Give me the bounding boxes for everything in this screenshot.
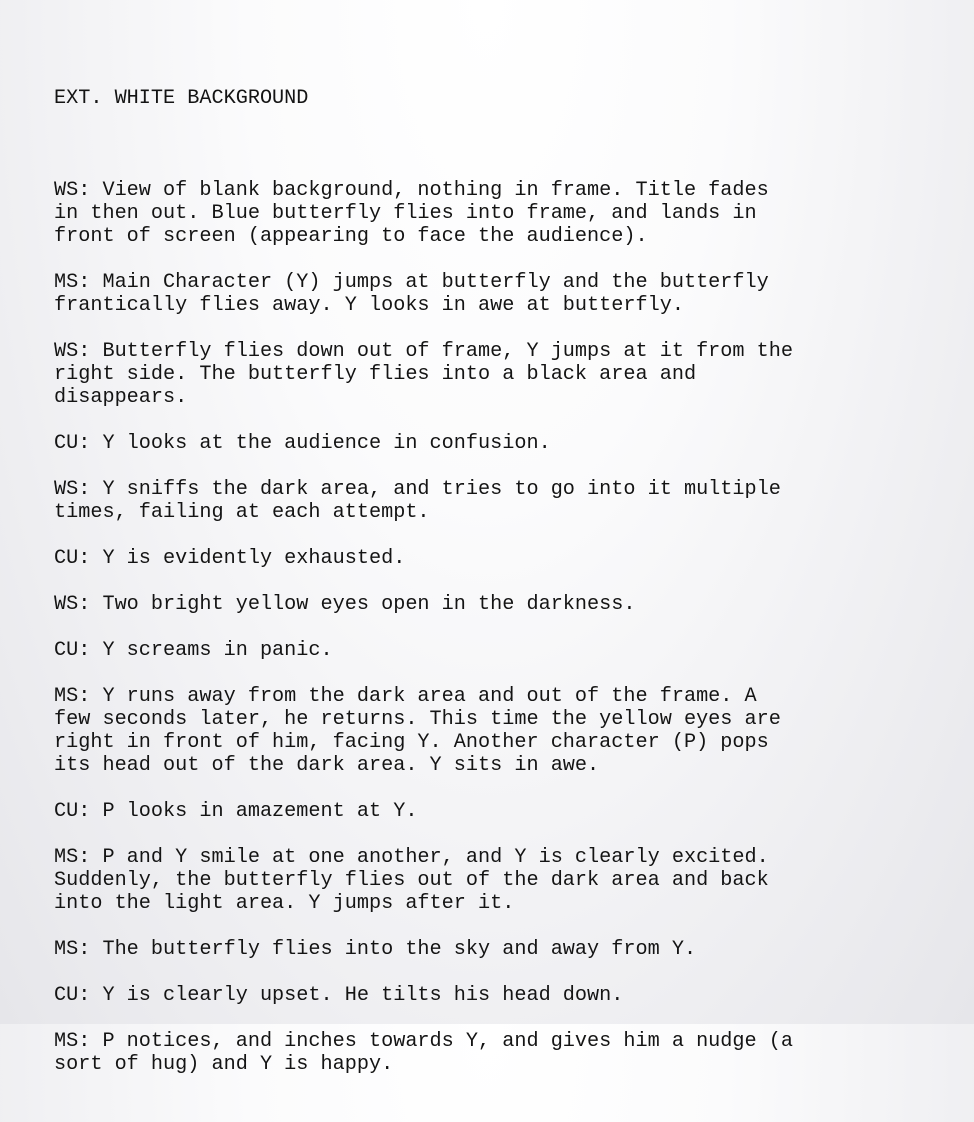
shot-line: MS: P and Y smile at one another, and Y is clearly excited. xyxy=(54,846,769,869)
shot-line: in then out. Blue butterfly flies into frame, and lands in xyxy=(54,202,757,225)
shot-line: CU: Y is clearly upset. He tilts his head down. xyxy=(54,984,624,1007)
shot-line: MS: Y runs away from the dark area and out of the frame. A xyxy=(54,685,757,708)
shot-paragraph xyxy=(54,179,954,248)
shot-paragraph xyxy=(54,593,954,616)
shot-line: WS: View of blank background, nothing in frame. Title fades xyxy=(54,179,769,202)
shot-line: disappears. xyxy=(54,386,188,409)
shot-line: CU: Y looks at the audience in confusion. xyxy=(54,432,551,455)
shot-line: sort of hug) and Y is happy. xyxy=(54,1053,394,1076)
shot-line: right side. The butterfly flies into a black area and xyxy=(54,363,697,386)
shot-paragraph xyxy=(54,478,954,524)
shot-line: MS: Main Character (Y) jumps at butterfly and the butterfly xyxy=(54,271,769,294)
shot-paragraph xyxy=(54,846,954,915)
shot-paragraph xyxy=(54,340,954,409)
shot-paragraph xyxy=(54,639,954,662)
shot-line: MS: The butterfly flies into the sky and away from Y. xyxy=(54,938,697,961)
shot-paragraph xyxy=(54,938,954,961)
shot-line: WS: Two bright yellow eyes open in the darkness. xyxy=(54,593,636,616)
shot-line: times, failing at each attempt. xyxy=(54,501,430,524)
shot-line: its head out of the dark area. Y sits in awe. xyxy=(54,754,600,777)
shot-line: CU: Y screams in panic. xyxy=(54,639,333,662)
shot-line: WS: Y sniffs the dark area, and tries to go into it multiple xyxy=(54,478,781,501)
shot-list xyxy=(54,179,954,1076)
script-page xyxy=(54,41,954,1122)
shot-line: right in front of him, facing Y. Another character (P) pops xyxy=(54,731,769,754)
shot-line: CU: Y is evidently exhausted. xyxy=(54,547,406,570)
shot-paragraph xyxy=(54,800,954,823)
shot-line: few seconds later, he returns. This time the yellow eyes are xyxy=(54,708,781,731)
shot-line: CU: P looks in amazement at Y. xyxy=(54,800,418,823)
shot-line: Suddenly, the butterfly flies out of the dark area and back xyxy=(54,869,769,892)
shot-line: MS: P notices, and inches towards Y, and gives him a nudge (a xyxy=(54,1030,793,1053)
shot-line: front of screen (appearing to face the audience). xyxy=(54,225,648,248)
shot-paragraph xyxy=(54,984,954,1007)
scene-heading: EXT. WHITE BACKGROUND xyxy=(54,87,309,110)
shot-paragraph xyxy=(54,685,954,777)
shot-paragraph xyxy=(54,1030,954,1076)
shot-paragraph xyxy=(54,271,954,317)
shot-paragraph xyxy=(54,432,954,455)
shot-line: WS: Butterfly flies down out of frame, Y jumps at it from the xyxy=(54,340,793,363)
shot-paragraph xyxy=(54,547,954,570)
shot-line: frantically flies away. Y looks in awe at butterfly. xyxy=(54,294,684,317)
shot-line: into the light area. Y jumps after it. xyxy=(54,892,515,915)
